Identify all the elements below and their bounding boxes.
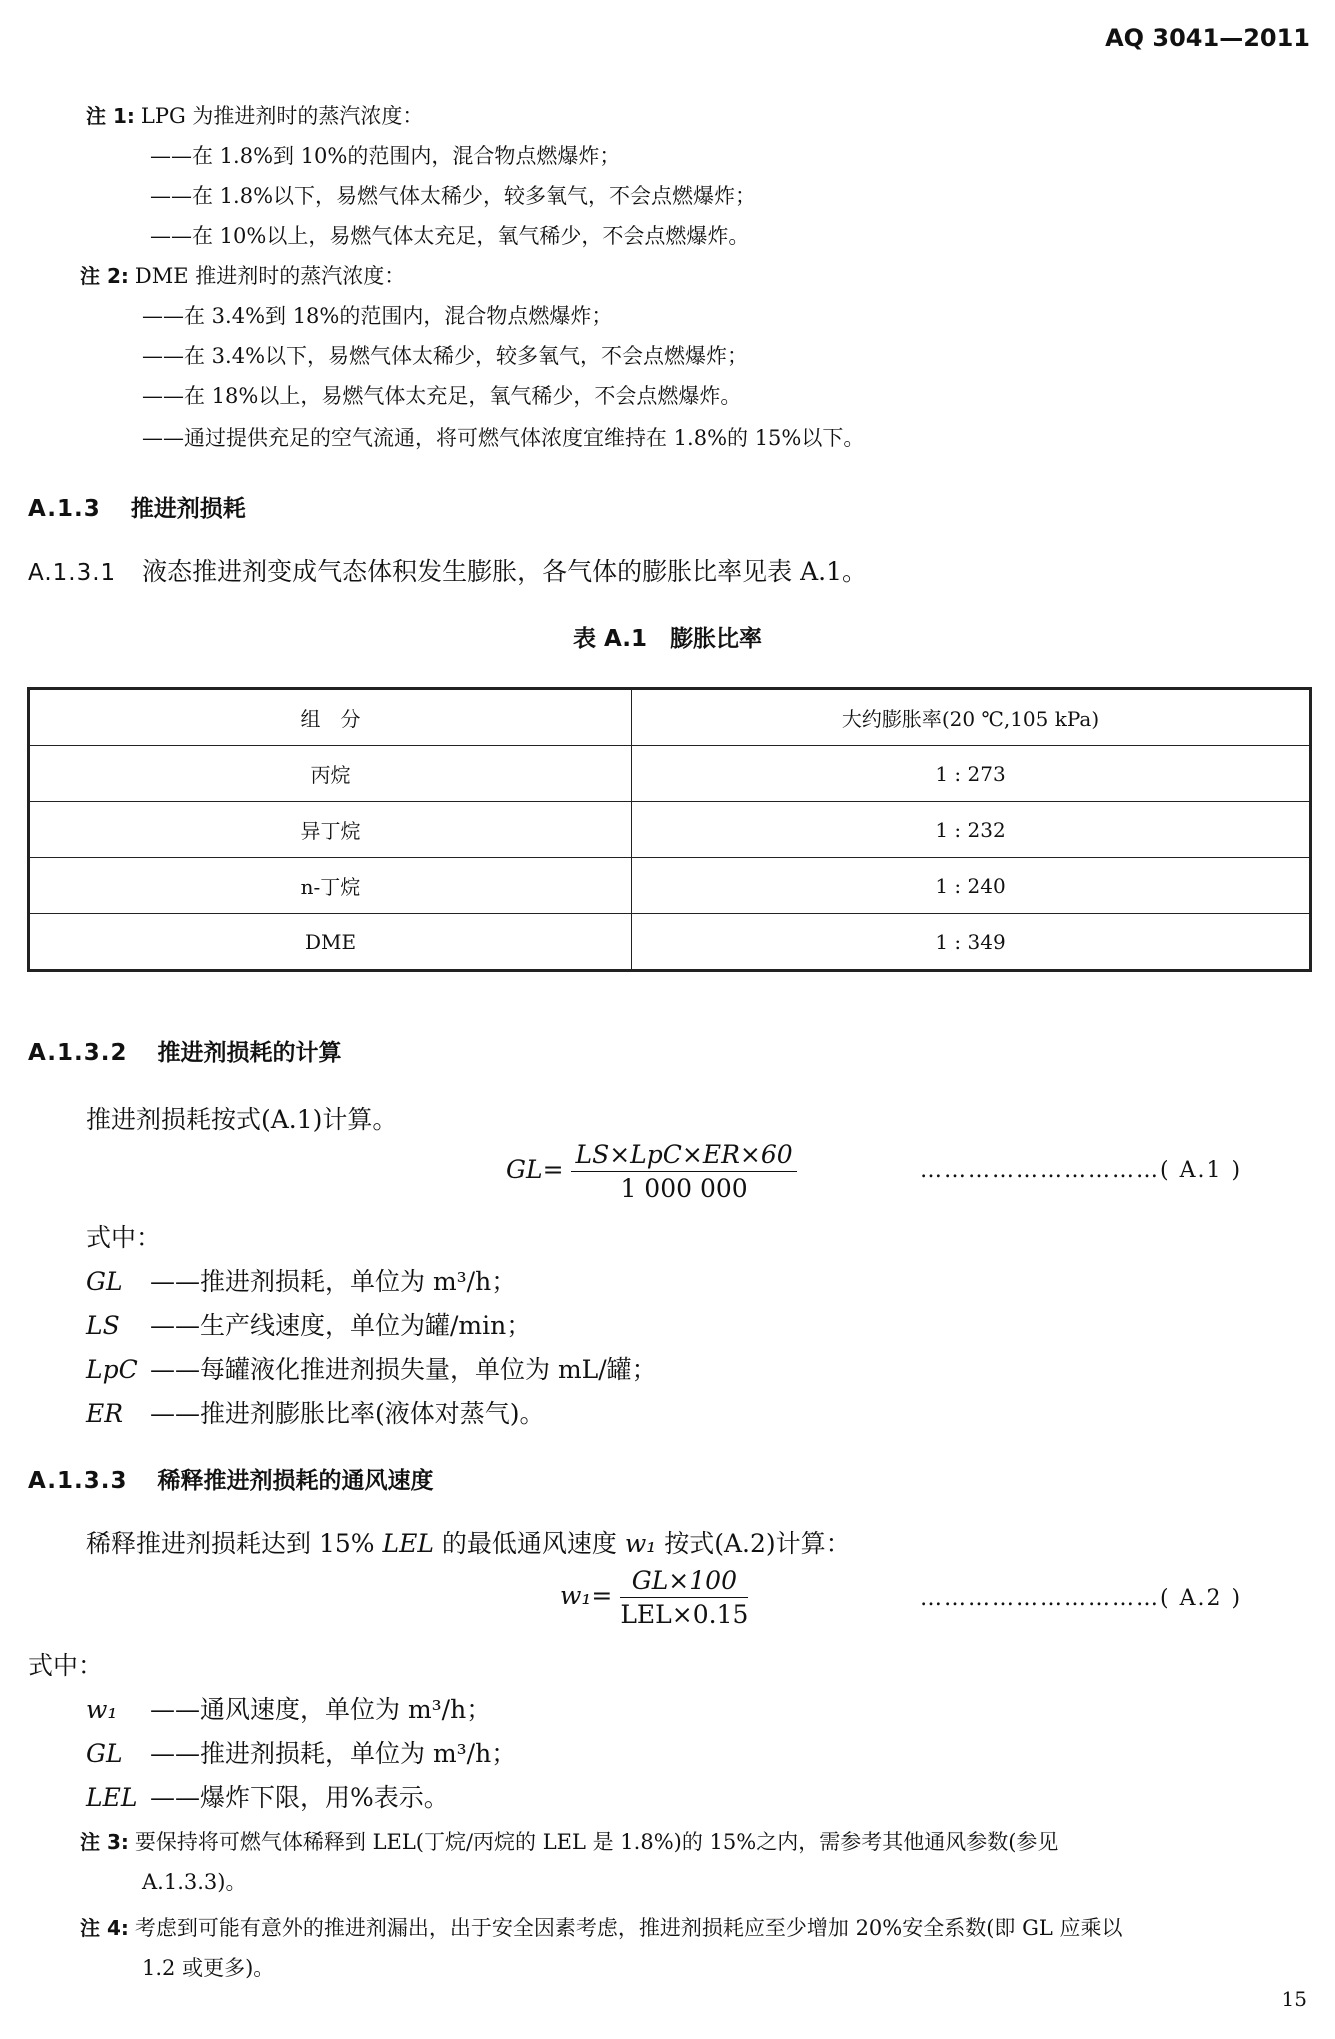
expansion-ratio-table [27,687,1312,972]
table-header-cell: 大约膨胀率(20 ℃,105 kPa) [632,689,1311,746]
formula-a2-reference: …………………………( A.2 ) [920,1586,1243,1611]
note-4: 注 4: 考虑到可能有意外的推进剂漏出，出于安全因素考虑，推进剂损耗应至少增加 20%安全系数(即 GL 应乘以 [80,1916,1123,1940]
note-1-item: ——在 10%以上，易燃气体太充足，氧气稀少，不会点燃爆炸。 [150,224,750,248]
where-label: 式中： [86,1223,162,1252]
standard-code: AQ 3041—2011 [1105,24,1310,52]
paragraph-a131: A.1.3.1 液态推进剂变成气态体积发生膨胀，各气体的膨胀比率见表 A.1。 [28,557,868,586]
variable-definition: LEL ——爆炸下限，用%表示。 [86,1783,449,1812]
note-label: 注 3: [80,1830,129,1854]
note-2-item: ——通过提供充足的空气流通，将可燃气体浓度宜维持在 1.8%的 15%以下。 [142,426,865,450]
table-row [29,746,1311,802]
table-title: 表 A.1 膨胀比率 [573,626,762,652]
formula-fraction [620,1566,748,1629]
variable-definition: ER ——推进剂膨胀比率(液体对蒸气)。 [86,1399,545,1428]
note-3: 注 3: 要保持将可燃气体稀释到 LEL(丁烷/丙烷的 LEL 是 1.8%)的 15%之内，需参考其他通风参数(参见 [80,1830,1059,1854]
variable-definition: LpC ——每罐液化推进剂损失量，单位为 mL/罐； [86,1355,657,1384]
table-cell: n-丁烷 [29,858,632,914]
table-header-row [29,689,1311,746]
variable-definition: w₁ ——通风速度，单位为 m³/h； [86,1695,492,1724]
note-1-item: ——在 1.8%以下，易燃气体太稀少，较多氧气，不会点燃爆炸； [150,184,757,208]
note-label: 注 1: [86,104,135,128]
table-cell: 1 : 232 [632,802,1311,858]
table-row [29,802,1311,858]
formula-lhs: GL= [506,1155,564,1184]
formula-denominator: 1 000 000 [620,1174,748,1203]
variable-definition: LS ——生产线速度，单位为罐/min； [86,1311,532,1340]
formula-lhs: w₁= [560,1581,613,1610]
note-label: 注 4: [80,1916,129,1940]
formula-numerator: LS×LpC×ER×60 [571,1140,796,1172]
section-heading-a133: A.1.3.3 稀释推进剂损耗的通风速度 [28,1468,434,1494]
note-4-continued: 1.2 或更多)。 [142,1956,275,1980]
note-2-item: ——在 3.4%到 18%的范围内，混合物点燃爆炸； [142,304,613,328]
table-cell: 1 : 273 [632,746,1311,802]
table-header-cell: 组 分 [29,689,632,746]
note-1-item: ——在 1.8%到 10%的范围内，混合物点燃爆炸； [150,144,621,168]
note-2-item: ——在 18%以上，易燃气体太充足，氧气稀少，不会点燃爆炸。 [142,384,742,408]
table-cell: 1 : 240 [632,858,1311,914]
paragraph-a133-intro: 稀释推进剂损耗达到 15% LEL 的最低通风速度 w₁ 按式(A.2)计算： [86,1529,851,1558]
section-heading-a132: A.1.3.2 推进剂损耗的计算 [28,1040,342,1066]
variable-definition: GL ——推进剂损耗，单位为 m³/h； [86,1739,517,1768]
note-3-continued: A.1.3.3)。 [142,1870,247,1894]
table-row [29,858,1311,914]
table-row [29,914,1311,971]
note-label: 注 2: [80,264,129,288]
formula-a1-reference: …………………………( A.1 ) [920,1158,1243,1183]
table-cell: 1 : 349 [632,914,1311,971]
paragraph-a132-intro: 推进剂损耗按式(A.1)计算。 [86,1105,398,1134]
formula-denominator: LEL×0.15 [620,1600,749,1629]
formula-numerator: GL×100 [620,1566,748,1598]
note-2-item: ——在 3.4%以下，易燃气体太稀少，较多氧气，不会点燃爆炸； [142,344,749,368]
formula-fraction [571,1140,796,1203]
where-label: 式中： [28,1651,104,1680]
formula-a2 [560,1566,748,1629]
note-1-title: 注 1: LPG 为推进剂时的蒸汽浓度： [86,104,424,128]
note-2-title: 注 2: DME 推进剂时的蒸汽浓度： [80,264,406,288]
table-cell: 异丁烷 [29,802,632,858]
formula-a1 [506,1140,797,1203]
table-cell: 丙烷 [29,746,632,802]
page-number: 15 [1281,1987,1307,2011]
variable-definition: GL ——推进剂损耗，单位为 m³/h； [86,1267,517,1296]
table-cell: DME [29,914,632,971]
section-heading-a13: A.1.3 推进剂损耗 [28,496,246,522]
